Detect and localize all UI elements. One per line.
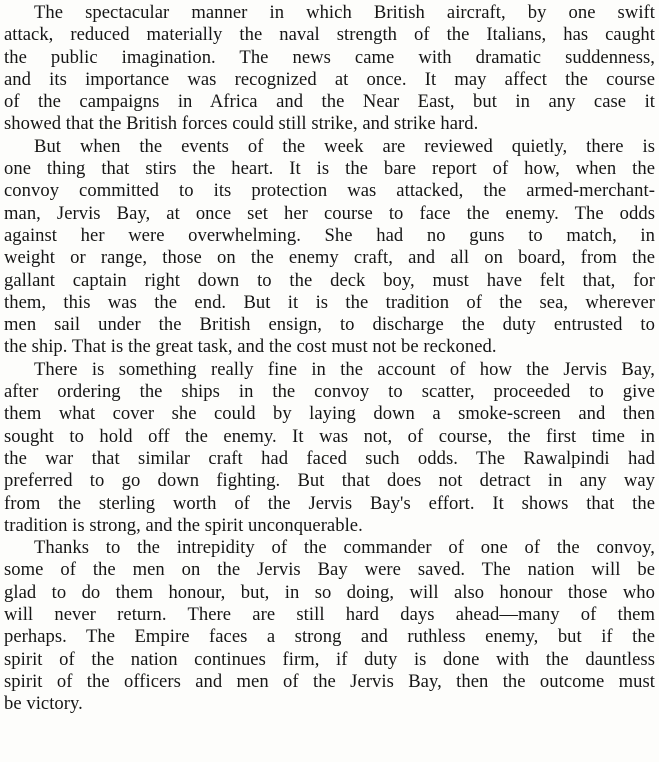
text-line: But when the events of the week are reviewed quietly, there is — [34, 135, 655, 157]
text-line: the public imagination. The news came with dramatic suddenness, — [4, 46, 655, 68]
text-line: sought to hold off the enemy. It was not, of course, the first time in — [4, 425, 655, 447]
text-line: from the sterling worth of the Jervis Bay's effort. It shows that the — [4, 492, 655, 514]
text-line: attack, reduced materially the naval strength of the Italians, has caught — [4, 24, 655, 46]
paragraph-4 — [4, 537, 655, 715]
text-line: the ship. That is the great task, and the cost must not be reckoned. — [4, 336, 497, 358]
text-line: tradition is strong, and the spirit unconquerable. — [4, 514, 363, 536]
text-line: after ordering the ships in the convoy to scatter, proceeded to give — [4, 381, 655, 403]
text-line: will never return. There are still hard days ahead—many of them — [4, 604, 655, 626]
text-line: men sail under the British ensign, to discharge the duty entrusted to — [4, 314, 655, 336]
text-line: spirit of the officers and men of the Jervis Bay, then the outcome must — [4, 670, 655, 692]
text-line: some of the men on the Jervis Bay were saved. The nation will be — [4, 559, 655, 581]
text-line: them what cover she could by laying down a smoke-screen and then — [4, 403, 655, 425]
text-line: Thanks to the intrepidity of the commander of one of the convoy, — [34, 537, 655, 559]
text-line: man, Jervis Bay, at once set her course to face the enemy. The odds — [4, 202, 655, 224]
text-line: There is something really fine in the account of how the Jervis Bay, — [34, 358, 655, 380]
text-line: of the campaigns in Africa and the Near East, but in any case it — [4, 91, 655, 113]
text-line: and its importance was recognized at once. It may affect the course — [4, 68, 655, 90]
text-line: them, this was the end. But it is the tradition of the sea, wherever — [4, 291, 655, 313]
text-line: be victory. — [4, 693, 83, 715]
text-line: weight or range, those on the enemy craft, and all on board, from the — [4, 247, 655, 269]
text-line: showed that the British forces could still strike, and strike hard. — [4, 113, 479, 135]
text-line: against her were overwhelming. She had no guns to match, in — [4, 224, 655, 246]
text-line: convoy committed to its protection was attacked, the armed-merchant- — [4, 180, 655, 202]
text-line: one thing that stirs the heart. It is the bare report of how, when the — [4, 158, 655, 180]
text-line: spirit of the nation continues firm, if duty is done with the dauntless — [4, 648, 655, 670]
paragraph-2 — [4, 136, 655, 359]
paragraph-1 — [4, 2, 655, 136]
text-line: glad to do them honour, but, in so doing, will also honour those who — [4, 581, 655, 603]
text-line: preferred to go down fighting. But that does not detract in any way — [4, 470, 655, 492]
paragraph-3 — [4, 359, 655, 537]
text-line: The spectacular manner in which British aircraft, by one swift — [34, 2, 655, 23]
text-line: the war that similar craft had faced such odds. The Rawalpindi had — [4, 447, 655, 469]
text-line: perhaps. The Empire faces a strong and ruthless enemy, but if the — [4, 626, 655, 648]
text-line: gallant captain right down to the deck boy, must have felt that, for — [4, 269, 655, 291]
article-body — [4, 2, 655, 716]
